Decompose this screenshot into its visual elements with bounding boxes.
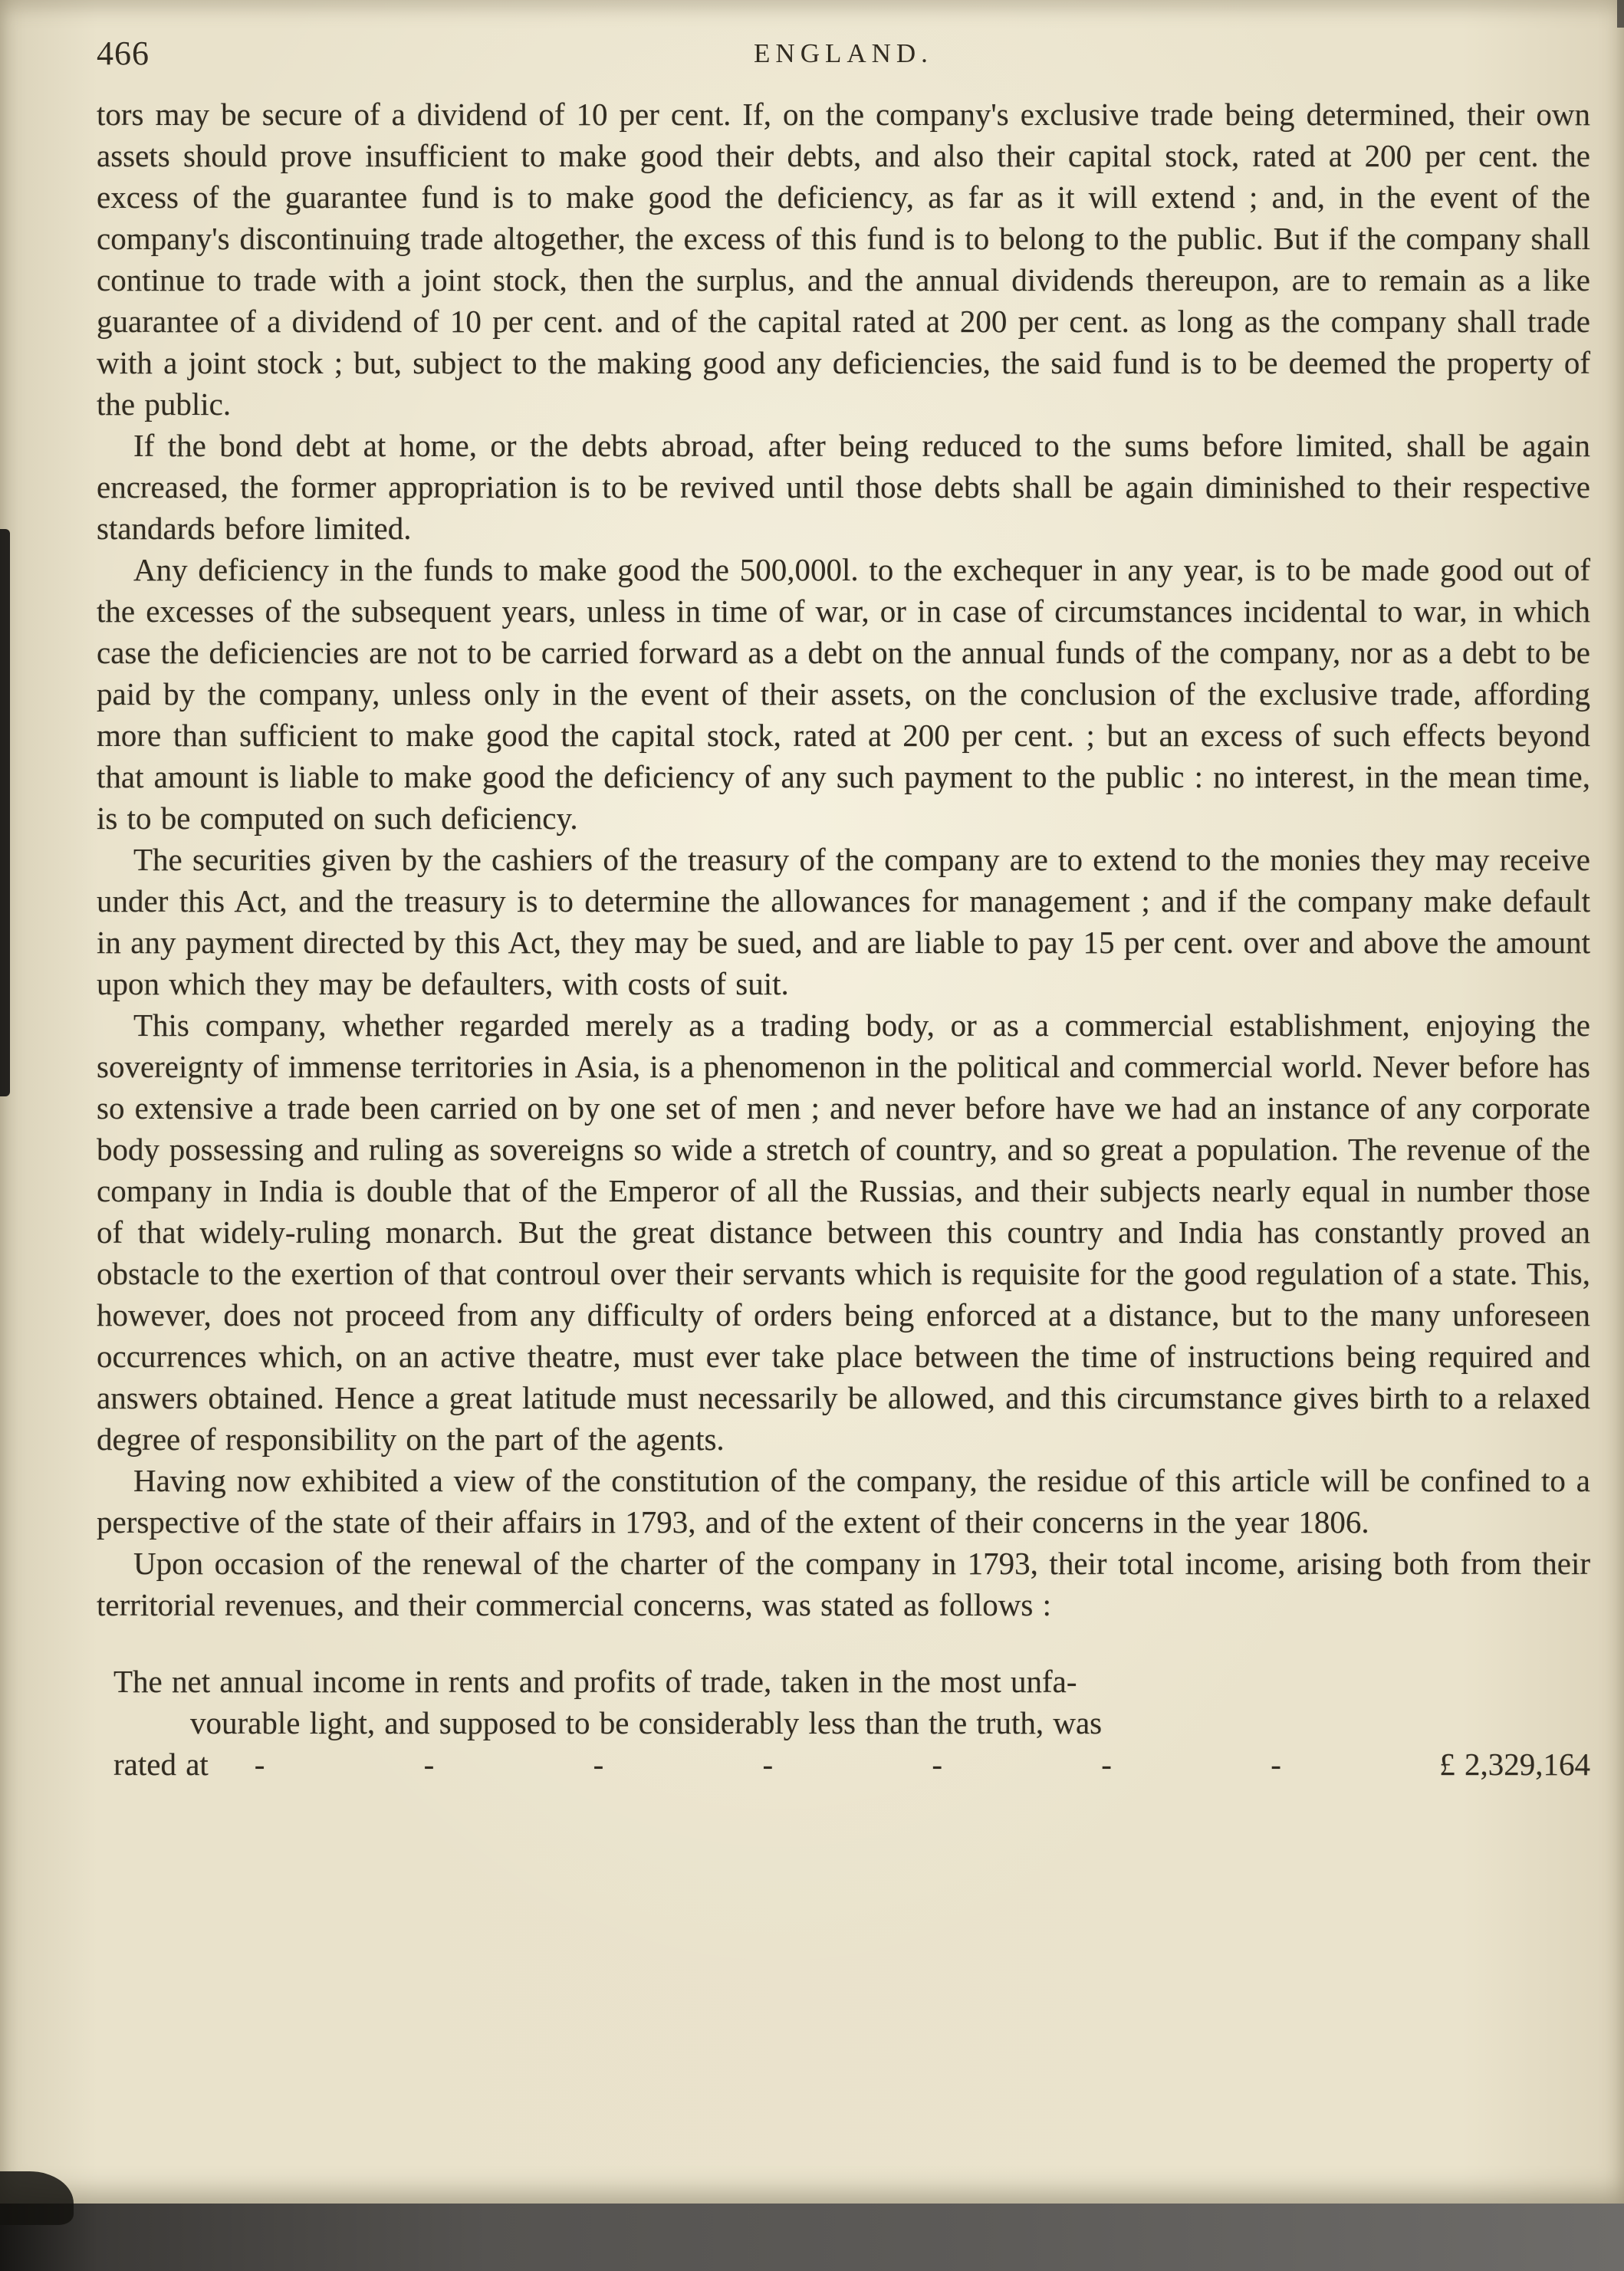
running-title: ENGLAND. <box>754 38 933 68</box>
paragraph-4: The securities given by the cashiers of the treasury of the company are to extend to the monies they may receive under this Act, and the treasury is to determine the allowances for management ; and if the company make default in any payment directed by this Act, they may be sued, and are liable to pay 15 per cent. over and above the amount upon which they may be defaulters, with costs of suit. <box>97 842 1590 1001</box>
paragraph-3: Any deficiency in the funds to make good the 500,000l. to the exchequer in any year, is to be made good out of the excesses of the subsequent years, unless in time of war, or in case of circumstances incidental to war, in which case the deficiencies are not to be carried forward as a debt on the annual funds of the company, nor as a debt to be paid by the company, unless only in the event of their assets, on the conclusion of the exclusive trade, affording more than sufficient to make good the capital stock, rated at 200 per cent. ; but an excess of such effects beyond that amount is liable to make good the deficiency of any such payment to the public : no interest, in the mean time, is to be computed on such deficiency. <box>97 552 1590 836</box>
paragraph-2: If the bond debt at home, or the debts abroad, after being reduced to the sums before limited, shall be again encreased, the former appropriation is to be revived until those debts shall be again diminished to their respective standards before limited. <box>97 428 1590 546</box>
paragraph-1: tors may be secure of a dividend of 10 per cent. If, on the company's exclusive trade being determined, their own assets should prove insufficient to make good their debts, and also their capital stock, rated at 200 per cent. the excess of the guarantee fund is to make good the deficiency, as far as it will extend ; and, in the event of the company's discontinuing trade altogether, the excess of this fund is to belong to the public. But if the company shall continue to trade with a joint stock, then the surplus, and the annual dividends thereupon, are to remain as a like guarantee of a dividend of 10 per cent. and of the capital rated at 200 per cent. as long as the company shall trade with a joint stock ; but, subject to the making good any deficiencies, the said fund is to be deemed the property of the public. <box>97 97 1590 422</box>
income-statement-note <box>97 1661 1590 1785</box>
scan-edge-artifact-top-right <box>1617 0 1624 28</box>
paragraph-5: This company, whether regarded merely as a trading body, or as a commercial establishment, enjoying the sovereignty of immense territories in Asia, is a phenomenon in the political and commercial world. Never before has so extensive a trade been carried on by one set of men ; and never before have we had an instance of any corporate body possessing and ruling as sovereigns so wide a stretch of country, and so great a population. The revenue of the company in India is double that of the Emperor of all the Russias, and their subjects nearly equal in number those of that widely-ruling monarch. But the great distance between this country and India has constantly proved an obstacle to the exertion of that controul over their servants which is requisite for the good regulation of a state. This, however, does not proceed from any difficulty of orders being enforced at a distance, but to the many unforeseen occurrences which, on an active theatre, must ever take place between the time of instructions being required and answers obtained. Hence a great latitude must necessarily be allowed, and this circumstance gives birth to a relaxed degree of responsibility on the part of the agents. <box>97 1007 1590 1457</box>
rated-at-label: rated at <box>113 1747 209 1782</box>
page-number: 466 <box>97 35 150 72</box>
leader-dashes: - - - - - - - <box>254 1747 1282 1782</box>
income-note-line-1: The net annual income in rents and profits of trade, taken in the most unfa- <box>113 1664 1077 1699</box>
body-text <box>97 94 1590 1785</box>
scan-edge-artifact-left <box>0 529 10 1096</box>
page-header <box>97 34 1590 83</box>
paragraph-7: Upon occasion of the renewal of the charter of the company in 1793, their total income, arising both from their territorial revenues, and their commercial concerns, was stated as follows : <box>97 1546 1590 1622</box>
scan-edge-artifact-bottom <box>0 2204 1624 2271</box>
paragraph-6: Having now exhibited a view of the constitution of the company, the residue of this article will be confined to a perspective of the state of their affairs in 1793, and of the extent of their concerns in the year 1806. <box>97 1463 1590 1540</box>
income-note-line-3 <box>113 1744 1590 1785</box>
income-note-line-2: vourable light, and supposed to be considerably less than the truth, was <box>190 1705 1103 1740</box>
income-amount: £ 2,329,164 <box>1439 1747 1590 1782</box>
